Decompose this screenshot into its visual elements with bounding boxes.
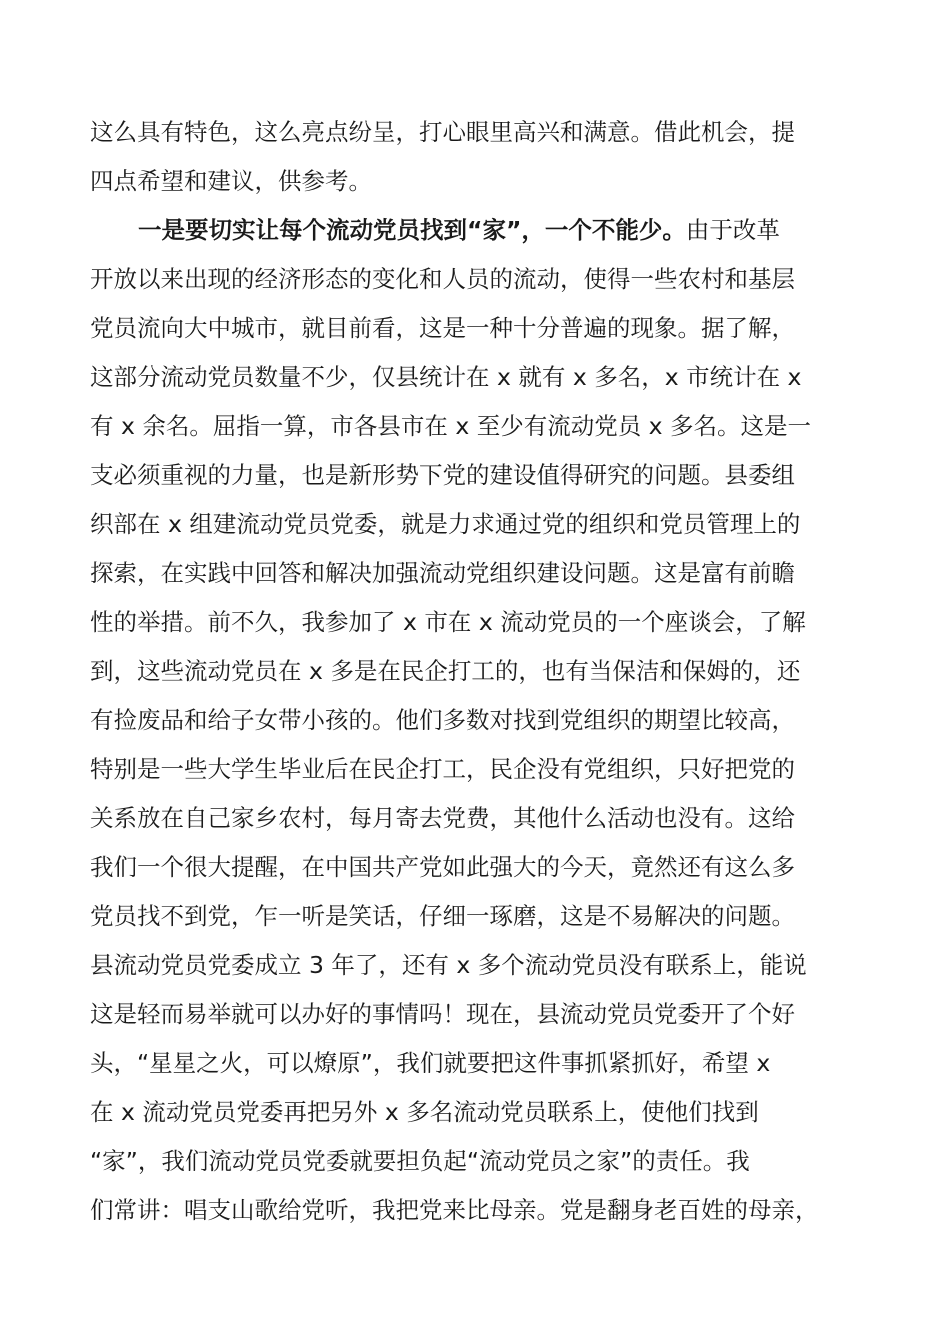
- paragraph-lead-rest: 由于改革: [685, 216, 780, 244]
- paragraph-lead-bold: 一是要切实让每个流动党员找到“家”，一个不能少。: [138, 216, 686, 244]
- document-body: [90, 0, 865, 1344]
- text-line: 性的举措。前不久，我参加了 x 市在 x 流动党员的一个座谈会，了解: [90, 608, 806, 636]
- text-line: 们常讲：唱支山歌给党听，我把党来比母亲。党是翻身老百姓的母亲，: [90, 1196, 819, 1224]
- paragraph-lead-line: [138, 210, 780, 250]
- text-line: 这是轻而易举就可以办好的事情吗！现在，县流动党员党委开了个好: [90, 1000, 795, 1028]
- text-line: 在 x 流动党员党委再把另外 x 多名流动党员联系上，使他们找到: [90, 1098, 759, 1126]
- text-line: “家”，我们流动党员党委就要担负起“流动党员之家”的责任。我: [90, 1147, 750, 1175]
- text-line: 党员找不到党，乍一听是笑话，仔细一琢磨，这是不易解决的问题。: [90, 902, 795, 930]
- text-line: 有捡废品和给子女带小孩的。他们多数对找到党组织的期望比较高，: [90, 706, 795, 734]
- text-line: 这么具有特色，这么亮点纷呈，打心眼里高兴和满意。借此机会，提: [90, 118, 795, 146]
- text-line: 这部分流动党员数量不少，仅县统计在 x 就有 x 多名，x 市统计在 x: [90, 363, 802, 391]
- text-line: 有 x 余名。屈指一算，市各县市在 x 至少有流动党员 x 多名。这是一: [90, 412, 812, 440]
- text-line: 我们一个很大提醒，在中国共产党如此强大的今天，竟然还有这么多: [90, 853, 795, 881]
- text-line: 支必须重视的力量，也是新形势下党的建设值得研究的问题。县委组: [90, 461, 795, 489]
- text-line: 特别是一些大学生毕业后在民企打工，民企没有党组织，只好把党的: [90, 755, 795, 783]
- text-line: 到，这些流动党员在 x 多是在民企打工的，也有当保洁和保姆的，还: [90, 657, 801, 685]
- text-line: 四点希望和建议，供参考。: [90, 167, 372, 195]
- text-line: 党员流向大中城市，就目前看，这是一种十分普遍的现象。据了解，: [90, 314, 795, 342]
- text-line: 关系放在自己家乡农村，每月寄去党费，其他什么活动也没有。这给: [90, 804, 795, 832]
- text-line: 头，“星星之火，可以燎原”，我们就要把这件事抓紧抓好，希望 x: [90, 1049, 771, 1077]
- text-line: 探索，在实践中回答和解决加强流动党组织建设问题。这是富有前瞻: [90, 559, 795, 587]
- text-line: 县流动党员党委成立 3 年了，还有 x 多个流动党员没有联系上，能说: [90, 951, 807, 979]
- text-line: 开放以来出现的经济形态的变化和人员的流动，使得一些农村和基层: [90, 265, 795, 293]
- text-line: 织部在 x 组建流动党员党委，就是力求通过党的组织和党员管理上的: [90, 510, 801, 538]
